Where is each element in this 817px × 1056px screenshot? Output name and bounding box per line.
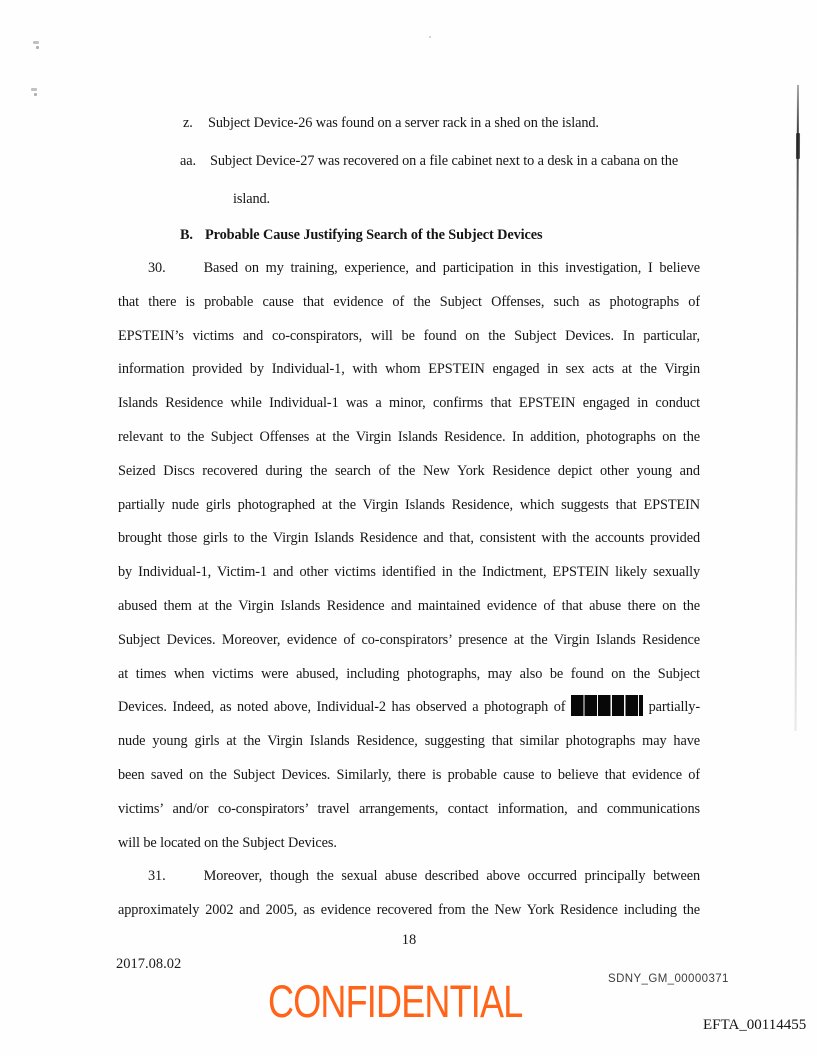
- text-line: brought those girls to the Virgin Islands Residence and that, consistent with the accounts provided: [118, 530, 700, 547]
- scan-speck: [34, 93, 37, 96]
- scan-speck: [36, 46, 39, 49]
- text-line: Subject Devices. Moreover, evidence of co-conspirators’ presence at the Virgin Islands Residence: [118, 631, 700, 648]
- text-line: that there is probable cause that evidence of the Subject Offenses, such as photographs of: [118, 293, 700, 310]
- document-body: [118, 104, 700, 928]
- scan-speck: [429, 36, 431, 38]
- line-label: B.: [180, 227, 193, 243]
- text-line: partially nude girls photographed at the Virgin Islands Residence, which suggests that EPSTEIN: [118, 496, 700, 513]
- paragraph-number: 31.: [148, 868, 166, 885]
- scan-speck: [31, 88, 37, 91]
- text-line: victims’ and/or co-conspirators’ travel arrangements, contact information, and communications: [118, 800, 700, 817]
- text-line: information provided by Individual-1, with whom EPSTEIN engaged in sex acts at the Virgin: [118, 361, 700, 378]
- text-line: nude young girls at the Virgin Islands Residence, suggesting that similar photographs may have: [118, 733, 700, 750]
- text-line: EPSTEIN’s victims and co-conspirators, will be found on the Subject Devices. In particular,: [118, 327, 700, 344]
- bates-number-efta: EFTA_00114455: [703, 1017, 807, 1033]
- text-line: relevant to the Subject Offenses at the Virgin Islands Residence. In addition, photographs on the: [118, 428, 700, 445]
- page-number: 18: [401, 932, 417, 948]
- paragraph-number: 30.: [148, 260, 166, 276]
- text-line: aa. Subject Device-27 was recovered on a file cabinet next to a desk in a cabana on the: [118, 142, 700, 180]
- line-label: z.: [183, 115, 193, 131]
- text-line: Devices. Indeed, as noted above, Individual-2 has observed a photograph of partially-: [118, 691, 700, 725]
- text-line: Seized Discs recovered during the search of the New York Residence depict other young and: [118, 462, 700, 479]
- text-line: will be located on the Subject Devices.: [118, 834, 337, 851]
- scan-blob-artifact: [796, 133, 800, 159]
- text-line: been saved on the Subject Devices. Similarly, there is probable cause to believe that evidence of: [118, 766, 700, 783]
- text-line: approximately 2002 and 2005, as evidence recovered from the New York Residence including the: [118, 902, 700, 919]
- text-line: 30. Based on my training, experience, and participation in this investigation, I believe: [148, 260, 700, 276]
- text-line: z. Subject Device-26 was found on a server rack in a shed on the island.: [118, 104, 700, 142]
- scan-line-artifact: [795, 85, 799, 731]
- text-line: at times when victims were abused, including photographs, may also be found on the Subject: [118, 665, 700, 682]
- text-line: by Individual-1, Victim-1 and other victims identified in the Indictment, EPSTEIN likely sexually: [118, 564, 700, 581]
- text-line: island.: [233, 191, 271, 207]
- text-line: 31. Moreover, though the sexual abuse described above occurred principally between: [148, 868, 700, 885]
- scan-speck: [33, 41, 39, 44]
- text-line: Islands Residence while Individual-1 was a minor, confirms that EPSTEIN engaged in conduct: [118, 395, 700, 412]
- text-line: abused them at the Virgin Islands Residence and maintained evidence of that abuse there on the: [118, 597, 700, 614]
- bates-number-sdny: SDNY_GM_00000371: [608, 973, 729, 985]
- footer-date: 2017.08.02: [116, 956, 182, 972]
- redaction-box: [571, 695, 643, 716]
- confidential-stamp: CONFIDENTIAL: [268, 976, 523, 1027]
- section-heading: B. Probable Cause Justifying Search of the Subject Devices: [118, 218, 700, 252]
- line-label: aa.: [180, 153, 196, 169]
